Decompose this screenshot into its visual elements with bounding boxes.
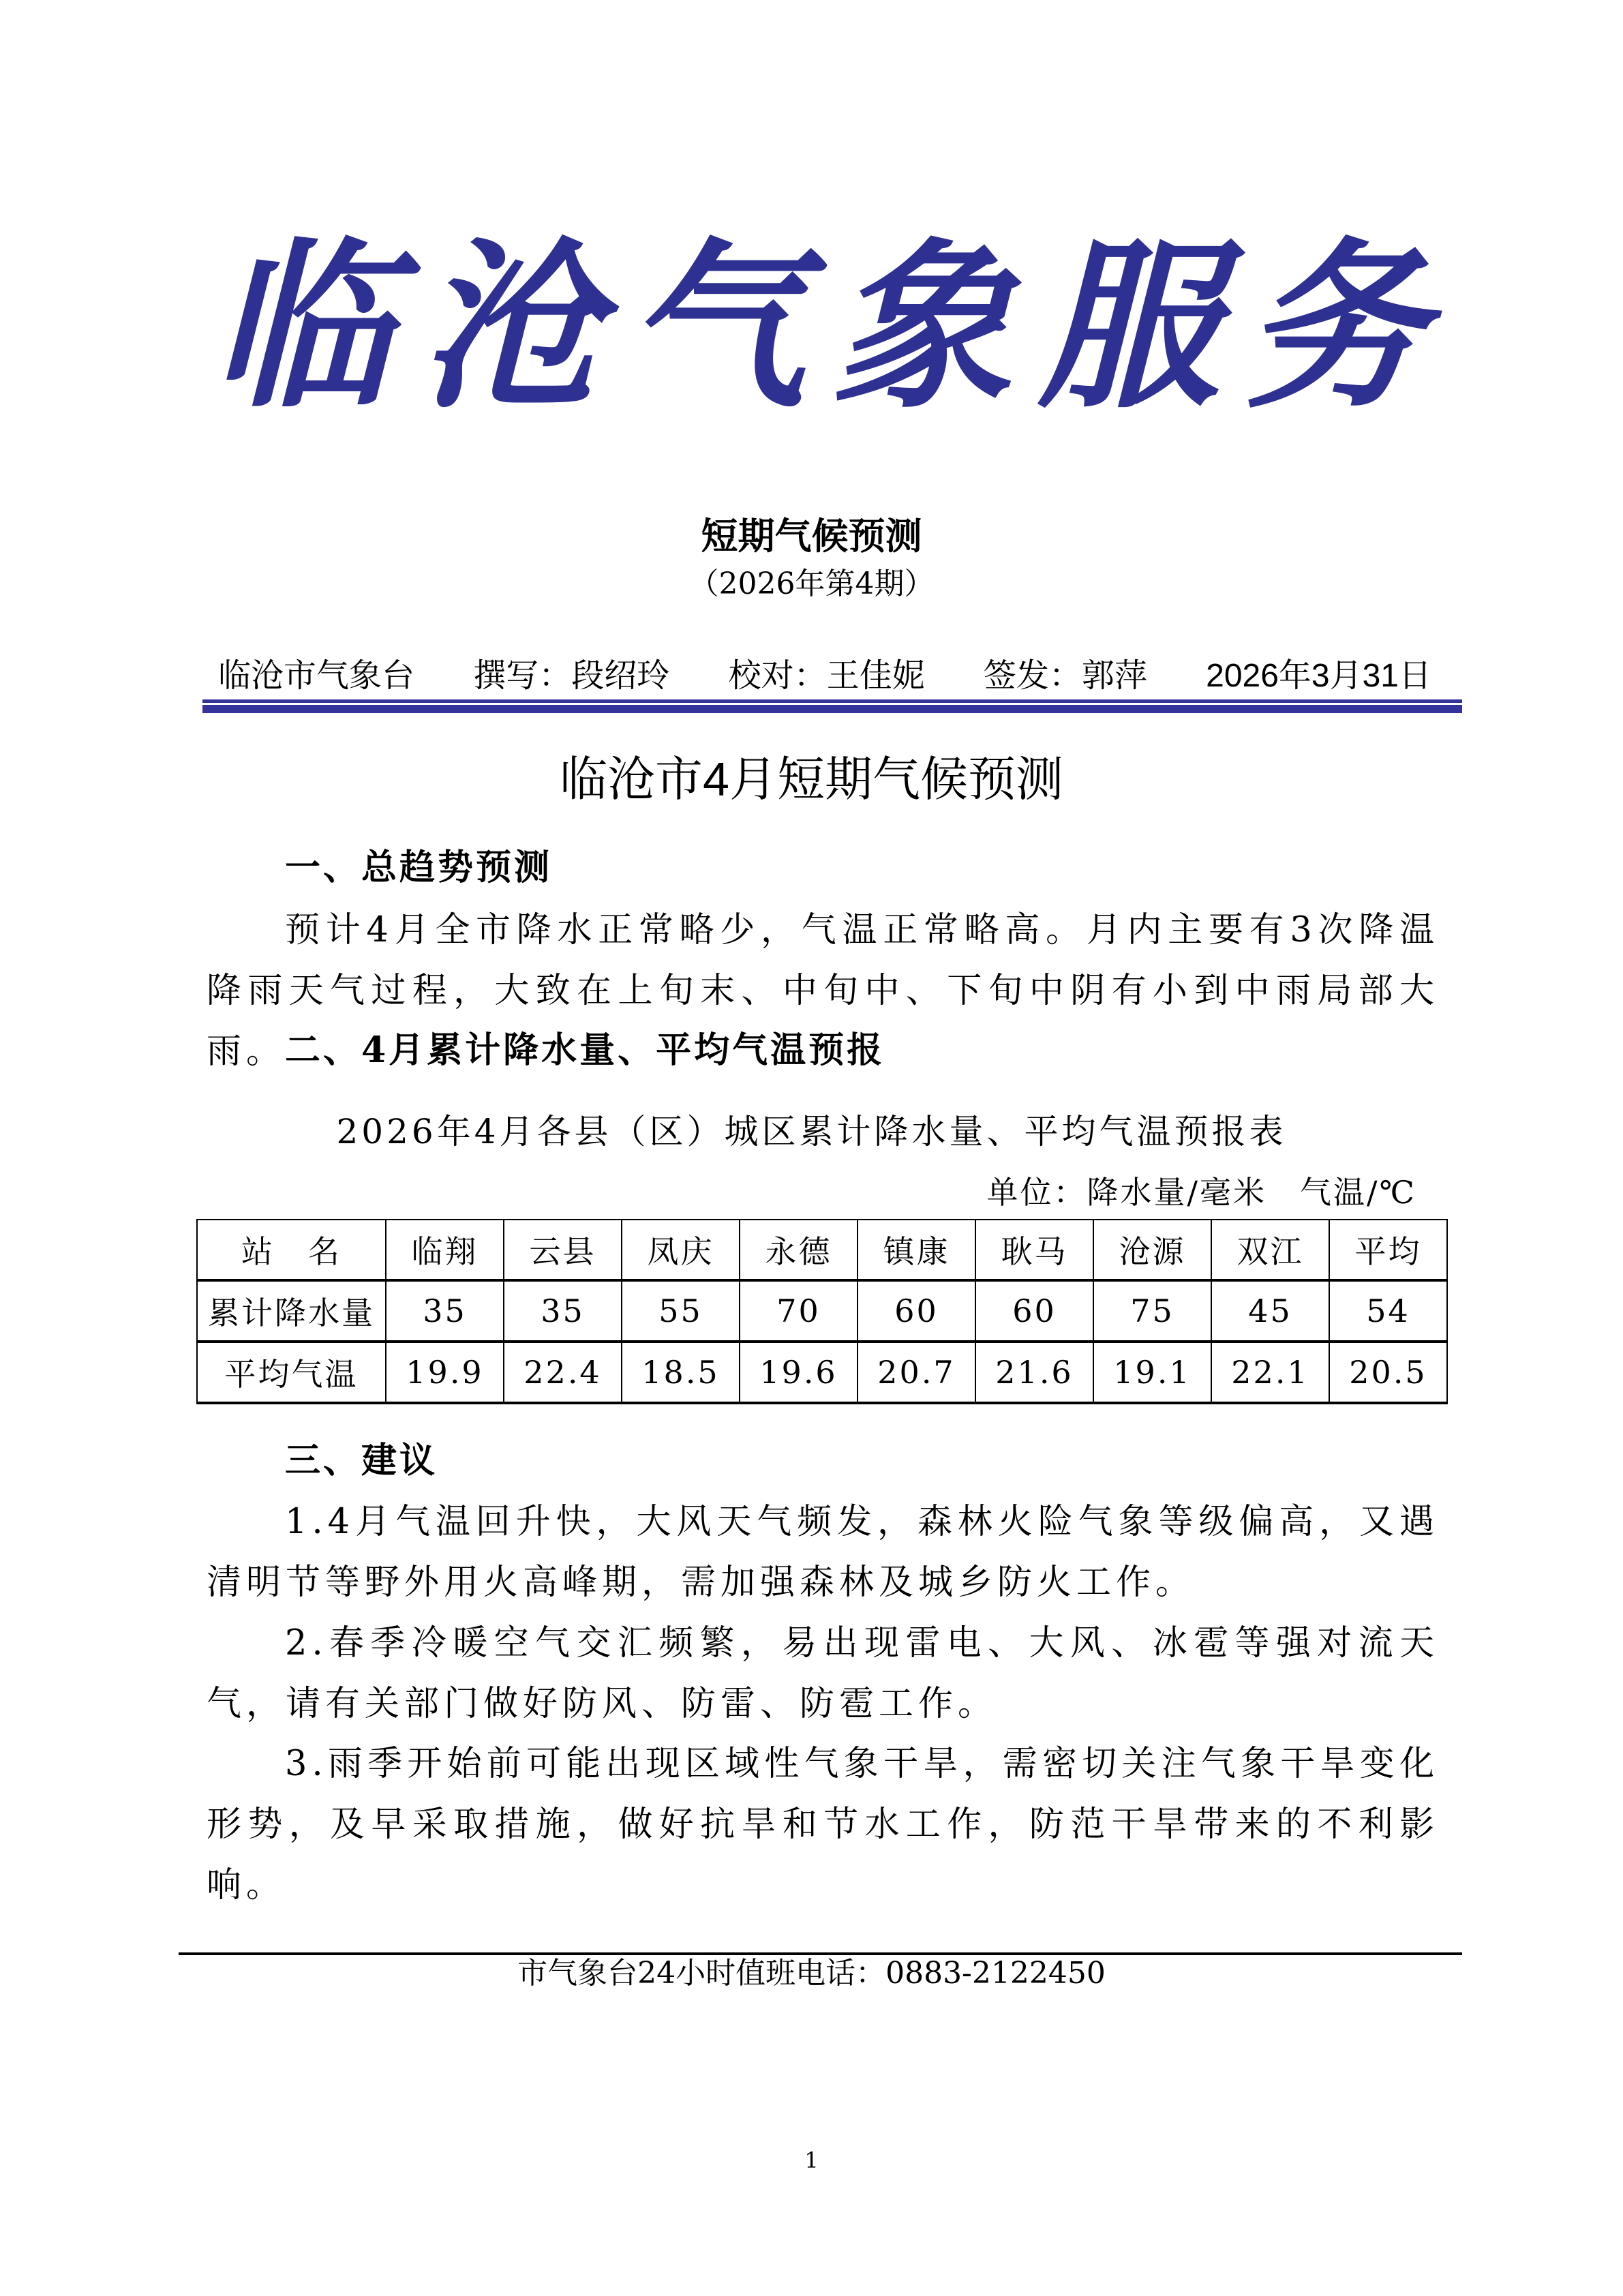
table-cell: 60 [975, 1280, 1093, 1342]
table-cell: 沧源 [1093, 1220, 1211, 1280]
table-cell: 平均 [1329, 1220, 1447, 1280]
issue-date: 2026年3月31日 [1206, 658, 1431, 694]
section-heading-1: 一、总趋势预测 [285, 847, 553, 888]
table-cell: 22.4 [504, 1342, 622, 1403]
table-cell: 20.5 [1329, 1342, 1447, 1403]
table-cell: 云县 [504, 1220, 622, 1280]
section-heading-2: 二、4月累计降水量、平均气温预报 [285, 1029, 885, 1071]
table-cell: 22.1 [1211, 1342, 1329, 1403]
issue-number: （2026年第4期） [688, 567, 935, 601]
document-title: 临沧市4月短期气候预测 [560, 753, 1063, 806]
table-unit: 单位：降水量/毫米 气温/℃ [986, 1174, 1416, 1211]
proofreader: 校对：王佳妮 [728, 658, 925, 694]
table-cell: 19.6 [740, 1342, 858, 1403]
table-cell: 45 [1211, 1280, 1329, 1342]
suggestion-1: 1.4月气温回升快，大风天气频发，森林火险气象等级偏高，又遇清明节等野外用火高峰期，需加强森林及城乡防火工作。 [207, 1502, 1439, 1603]
table-cell: 70 [740, 1280, 858, 1342]
header-divider-thick [202, 705, 1462, 713]
table-cell: 镇康 [858, 1220, 975, 1280]
table-cell: 21.6 [975, 1342, 1093, 1403]
table-row [197, 1280, 1447, 1342]
table-cell: 站 名 [197, 1220, 386, 1280]
table-cell: 75 [1093, 1280, 1211, 1342]
table-cell: 60 [858, 1280, 975, 1342]
org-name: 临沧市气象台 [218, 658, 415, 694]
section-heading-3: 三、建议 [285, 1440, 438, 1481]
table-cell: 平均气温 [197, 1342, 386, 1403]
table-cell: 20.7 [858, 1342, 975, 1403]
table-cell: 凤庆 [622, 1220, 740, 1280]
masthead-title: 临沧气象服务 [212, 221, 1451, 433]
suggestion-2: 2.春季冷暖空气交汇频繁，易出现雷电、大风、冰雹等强对流天气，请有关部门做好防风、防雷、防雹工作。 [207, 1623, 1439, 1724]
header-divider-thin [202, 699, 1462, 703]
table-cell: 永德 [740, 1220, 858, 1280]
table-cell: 双江 [1211, 1220, 1329, 1280]
table-cell: 18.5 [622, 1342, 740, 1403]
bulletin-meta [218, 654, 1431, 698]
author: 撰写：段绍玲 [473, 658, 670, 694]
bulletin-subtitle: 短期气候预测 [701, 514, 922, 558]
section-1-text: 预计4月全市降水正常略少，气温正常略高。月内主要有3次降温降雨天气过程，大致在上旬末、中旬中、下旬中阴有小到中雨局部大雨。 [207, 910, 1439, 1072]
table-cell: 临翔 [386, 1220, 504, 1280]
table-cell: 19.1 [1093, 1342, 1211, 1403]
table-cell: 19.9 [386, 1342, 504, 1403]
table-header-row [197, 1220, 1447, 1280]
table-caption: 2026年4月各县（区）城区累计降水量、平均气温预报表 [336, 1112, 1287, 1151]
table-cell: 55 [622, 1280, 740, 1342]
table-cell: 54 [1329, 1280, 1447, 1342]
table-cell: 35 [504, 1280, 622, 1342]
issuer: 签发：郭萍 [983, 658, 1147, 694]
suggestion-3: 3.雨季开始前可能出现区域性气象干旱，需密切关注气象干旱变化形势，及早采取措施，做好抗旱和节水工作，防范干旱带来的不利影响。 [207, 1744, 1439, 1905]
footer-hotline: 市气象台24小时值班电话：0883-2122450 [517, 1956, 1106, 1991]
table-cell: 35 [386, 1280, 504, 1342]
forecast-table [196, 1219, 1448, 1404]
page-number: 1 [804, 2147, 819, 2173]
table-cell: 累计降水量 [197, 1280, 386, 1342]
table-cell: 耿马 [975, 1220, 1093, 1280]
table-row [197, 1342, 1447, 1403]
